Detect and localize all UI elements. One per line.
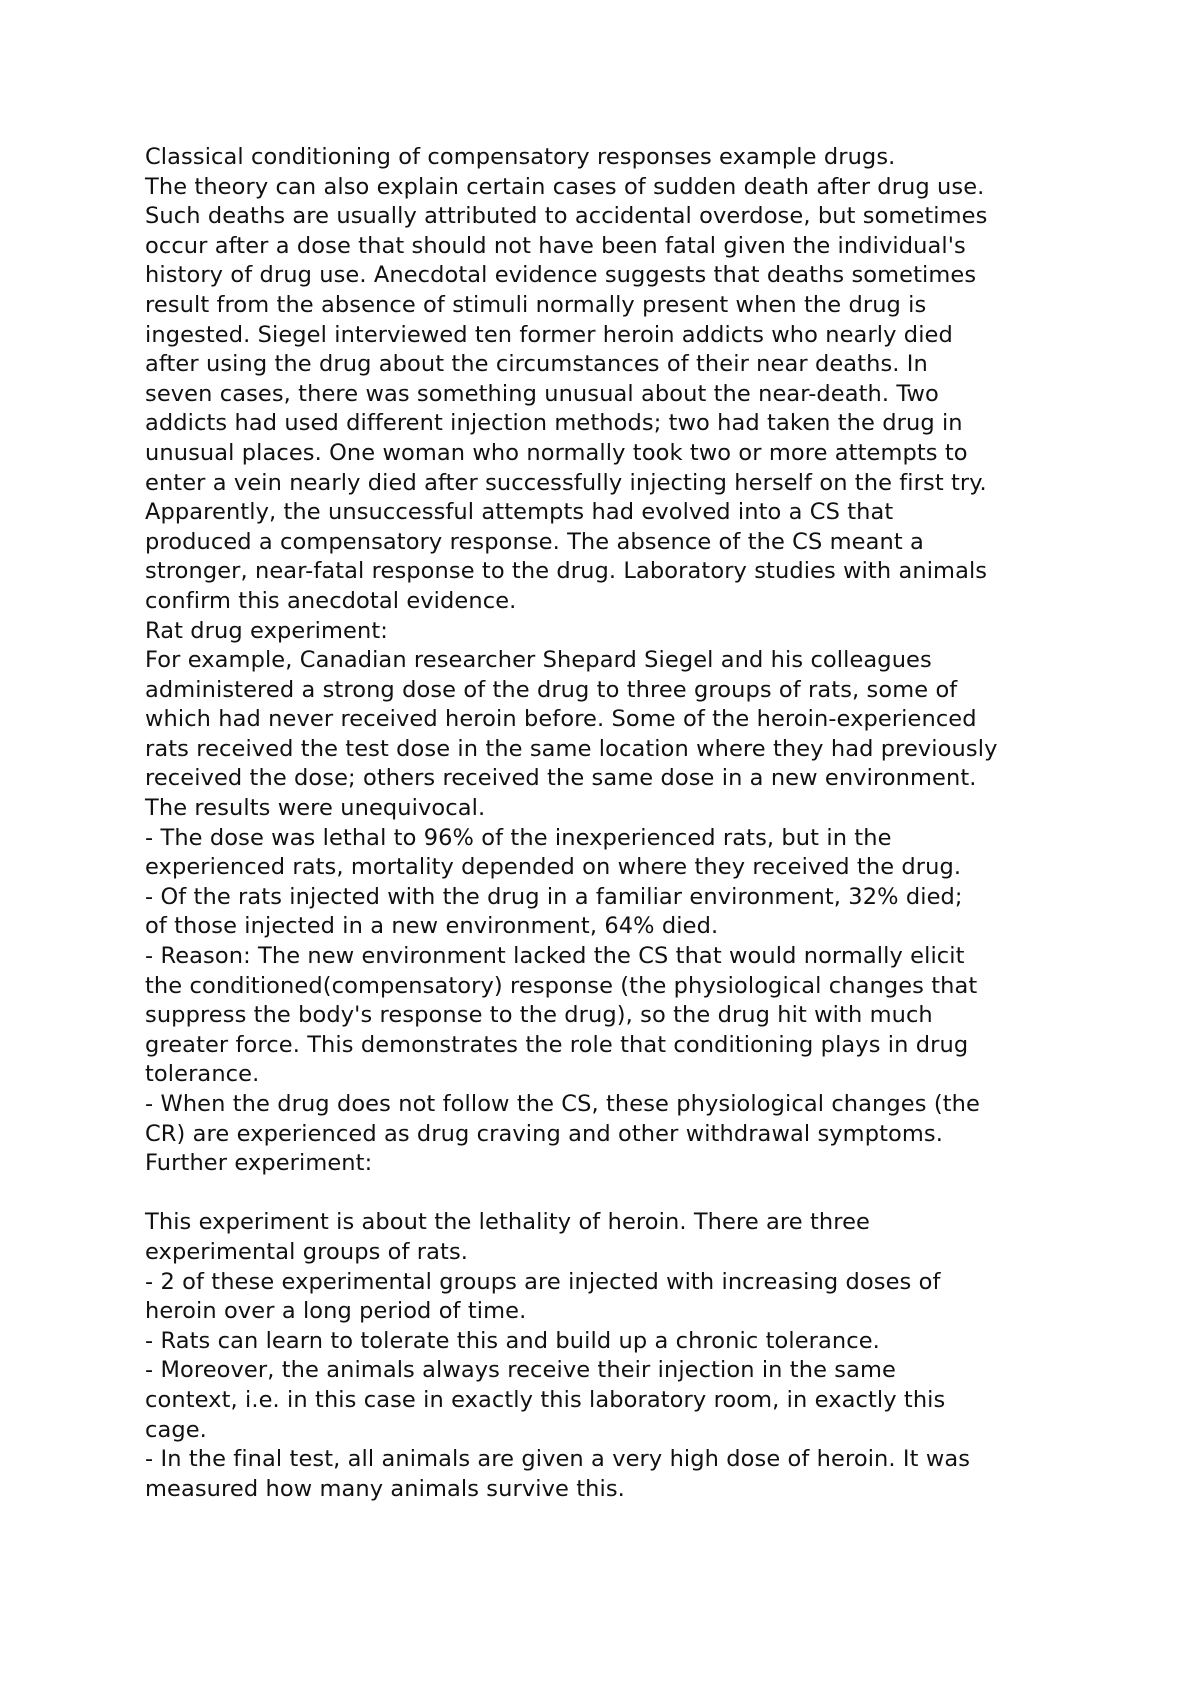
text-line: For example, Canadian researcher Shepard Siegel and his colleagues (145, 647, 932, 674)
paragraph (145, 143, 1105, 173)
text-line: - Reason: The new environment lacked the CS that would normally elicit (145, 943, 965, 970)
text-line: heroin over a long period of time. (145, 1298, 527, 1325)
text-line: measured how many animals survive this. (145, 1475, 625, 1502)
paragraph (145, 1268, 1105, 1327)
paragraph (145, 1445, 1105, 1504)
paragraph (145, 617, 1105, 647)
text-line: - Rats can learn to tolerate this and build up a chronic tolerance. (145, 1327, 880, 1354)
document-body (145, 143, 1105, 1504)
text-line: occur after a dose that should not have been fatal given the individual's (145, 232, 966, 259)
text-line: after using the drug about the circumstances of their near deaths. In (145, 351, 928, 378)
text-line: Further experiment: (145, 1150, 373, 1177)
text-line: The results were unequivocal. (145, 795, 486, 822)
text-line: ingested. Siegel interviewed ten former heroin addicts who nearly died (145, 321, 953, 348)
paragraph (145, 646, 1105, 824)
paragraph (145, 173, 1105, 617)
paragraph (145, 883, 1105, 942)
text-line: of those injected in a new environment, 64% died. (145, 913, 719, 940)
text-line: - Moreover, the animals always receive their injection in the same (145, 1357, 896, 1384)
text-line: greater force. This demonstrates the role that conditioning plays in drug (145, 1031, 969, 1058)
text-line: - The dose was lethal to 96% of the inexperienced rats, but in the (145, 824, 892, 851)
text-line: Such deaths are usually attributed to accidental overdose, but sometimes (145, 203, 988, 230)
blank-line (145, 1179, 1105, 1209)
text-line: seven cases, there was something unusual about the near-death. Two (145, 380, 939, 407)
text-line: which had never received heroin before. Some of the heroin-experienced (145, 706, 977, 733)
text-line: enter a vein nearly died after successfully injecting herself on the first try. (145, 469, 987, 496)
text-line: received the dose; others received the same dose in a new environment. (145, 765, 977, 792)
text-line: This experiment is about the lethality of heroin. There are three (145, 1209, 870, 1236)
paragraph (145, 824, 1105, 883)
paragraph (145, 1149, 1105, 1179)
text-line: the conditioned(compensatory) response (the physiological changes that (145, 972, 978, 999)
text-line: unusual places. One woman who normally took two or more attempts to (145, 439, 968, 466)
text-line: result from the absence of stimuli normally present when the drug is (145, 291, 927, 318)
text-line: tolerance. (145, 1061, 260, 1088)
text-line: The theory can also explain certain cases of sudden death after drug use. (145, 173, 985, 200)
text-line: stronger, near-fatal response to the drug. Laboratory studies with animals (145, 558, 988, 585)
text-line: Rat drug experiment: (145, 617, 388, 644)
text-line: administered a strong dose of the drug to three groups of rats, some of (145, 676, 958, 703)
text-line: Apparently, the unsuccessful attempts had evolved into a CS that (145, 499, 894, 526)
text-line: produced a compensatory response. The absence of the CS meant a (145, 528, 924, 555)
text-line: history of drug use. Anecdotal evidence suggests that deaths sometimes (145, 262, 977, 289)
text-line: cage. (145, 1416, 207, 1443)
text-line: rats received the test dose in the same location where they had previously (145, 735, 998, 762)
paragraph (145, 1356, 1105, 1445)
text-line: - Of the rats injected with the drug in a familiar environment, 32% died; (145, 883, 963, 910)
text-line: suppress the body's response to the drug), so the drug hit with much (145, 1002, 933, 1029)
text-line: addicts had used different injection methods; two had taken the drug in (145, 410, 963, 437)
text-line: - In the final test, all animals are given a very high dose of heroin. It was (145, 1446, 971, 1473)
text-line: experienced rats, mortality depended on where they received the drug. (145, 854, 962, 881)
text-line: confirm this anecdotal evidence. (145, 587, 517, 614)
paragraph (145, 1208, 1105, 1267)
paragraph (145, 1090, 1105, 1149)
text-line: experimental groups of rats. (145, 1238, 469, 1265)
paragraph (145, 1327, 1105, 1357)
text-line: CR) are experienced as drug craving and other withdrawal symptoms. (145, 1120, 943, 1147)
text-line: context, i.e. in this case in exactly this laboratory room, in exactly this (145, 1386, 946, 1413)
paragraph (145, 942, 1105, 1090)
text-line: - When the drug does not follow the CS, these physiological changes (the (145, 1091, 980, 1117)
text-line: - 2 of these experimental groups are injected with increasing doses of (145, 1268, 941, 1295)
text-line: Classical conditioning of compensatory responses example drugs. (145, 144, 896, 170)
